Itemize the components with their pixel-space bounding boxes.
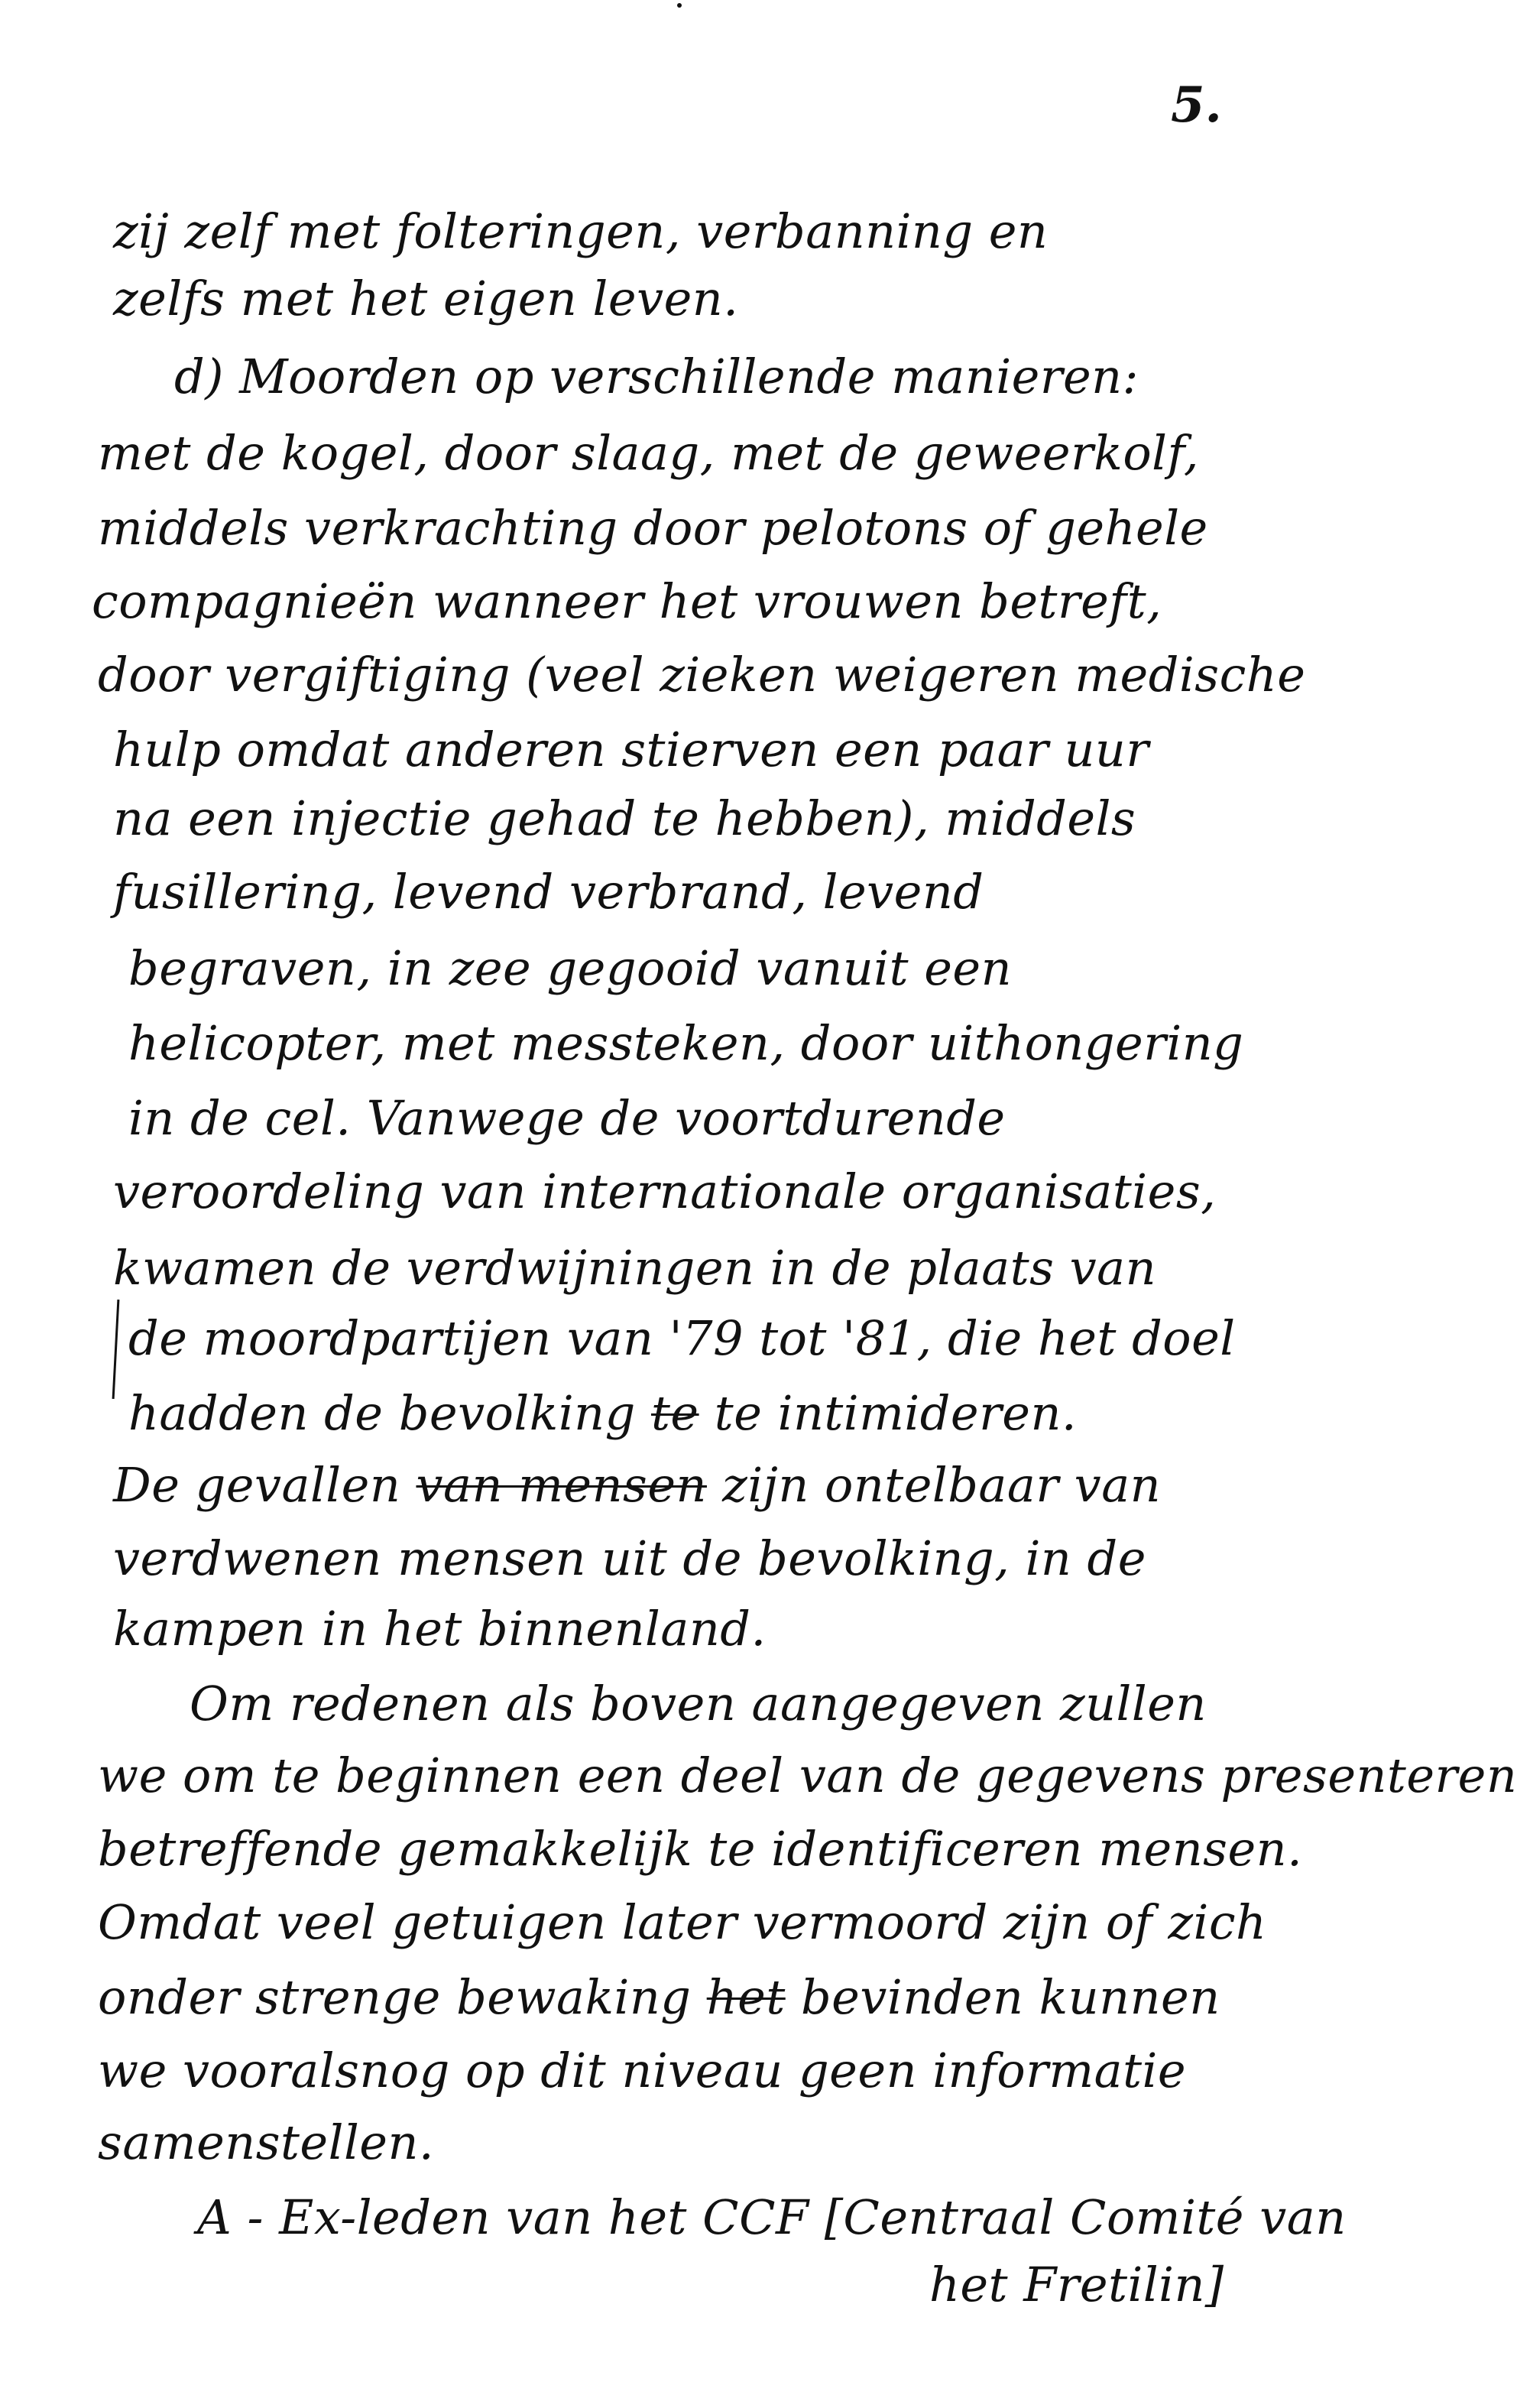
page-number: 5. — [1171, 76, 1222, 134]
text-line-1: zij zelf met folteringen, verbanning en — [113, 203, 1049, 259]
text-line-14: veroordeling van internationale organisaties, — [113, 1163, 1217, 1219]
ink-dot — [677, 3, 682, 8]
text-line-17 — [128, 1385, 1078, 1441]
struck-word: het — [706, 1969, 786, 2025]
text-line-2: zelfs met het eigen leven. — [113, 271, 739, 326]
margin-mark — [112, 1300, 120, 1399]
text-line-12: helicopter, met messteken, door uithongering — [128, 1015, 1244, 1071]
text-line-24: Omdat veel getuigen later vermoord zijn of zich — [98, 1894, 1267, 1950]
struck-words: van mensen — [416, 1457, 707, 1513]
text-line-11: begraven, in zee gegooid vanuit een — [128, 940, 1013, 996]
text-line-6: compagnieën wanneer het vrouwen betreft, — [92, 573, 1162, 629]
text-line-15: kwamen de verdwijningen in de plaats van — [113, 1240, 1157, 1296]
line-25-part-b: bevinden kunnen — [785, 1969, 1220, 2025]
text-line-16: de moordpartijen van '79 tot '81, die het doel — [128, 1310, 1236, 1366]
text-line-9: na een injectie gehad te hebben), middels — [113, 790, 1136, 846]
text-line-27: samenstellen. — [98, 2114, 435, 2170]
line-18-part-b: zijn ontelbaar van — [706, 1457, 1162, 1513]
text-line-8: hulp omdat anderen stierven een paar uur — [113, 722, 1149, 777]
line-18-part-a: De gevallen — [113, 1457, 417, 1513]
text-line-19: verdwenen mensen uit de bevolking, in de — [113, 1530, 1146, 1586]
text-line-4: met de kogel, door slaag, met de geweerkolf, — [98, 425, 1199, 481]
text-line-10: fusillering, levend verbrand, levend — [113, 864, 984, 920]
text-line-22: we om te beginnen een deel van de gegevens presenteren — [98, 1748, 1517, 1803]
text-line-3: d) Moorden op verschillende manieren: — [174, 349, 1139, 404]
text-line-26: we vooralsnog op dit niveau geen informatie — [98, 2043, 1187, 2098]
line-17-part-b: te intimideren. — [699, 1385, 1078, 1441]
text-line-7: door vergiftiging (veel zieken weigeren medische — [98, 647, 1306, 703]
line-17-part-a: hadden de bevolking — [128, 1385, 651, 1441]
text-line-25 — [98, 1969, 1220, 2025]
text-line-13: in de cel. Vanwege de voortdurende — [128, 1090, 1006, 1146]
text-line-21: Om redenen als boven aangegeven zullen — [190, 1676, 1207, 1731]
line-25-part-a: onder strenge bewaking — [98, 1969, 707, 2025]
text-line-18 — [113, 1457, 1162, 1513]
text-line-29: het Fretilin] — [929, 2257, 1224, 2312]
text-line-23: betreffende gemakkelijk te identificeren mensen. — [98, 1821, 1303, 1877]
text-line-28: A - Ex-leden van het CCF [Centraal Comité van — [197, 2189, 1347, 2245]
text-line-5: middels verkrachting door pelotons of gehele — [98, 500, 1208, 556]
text-line-20: kampen in het binnenland. — [113, 1601, 767, 1657]
struck-word: te — [650, 1385, 699, 1441]
